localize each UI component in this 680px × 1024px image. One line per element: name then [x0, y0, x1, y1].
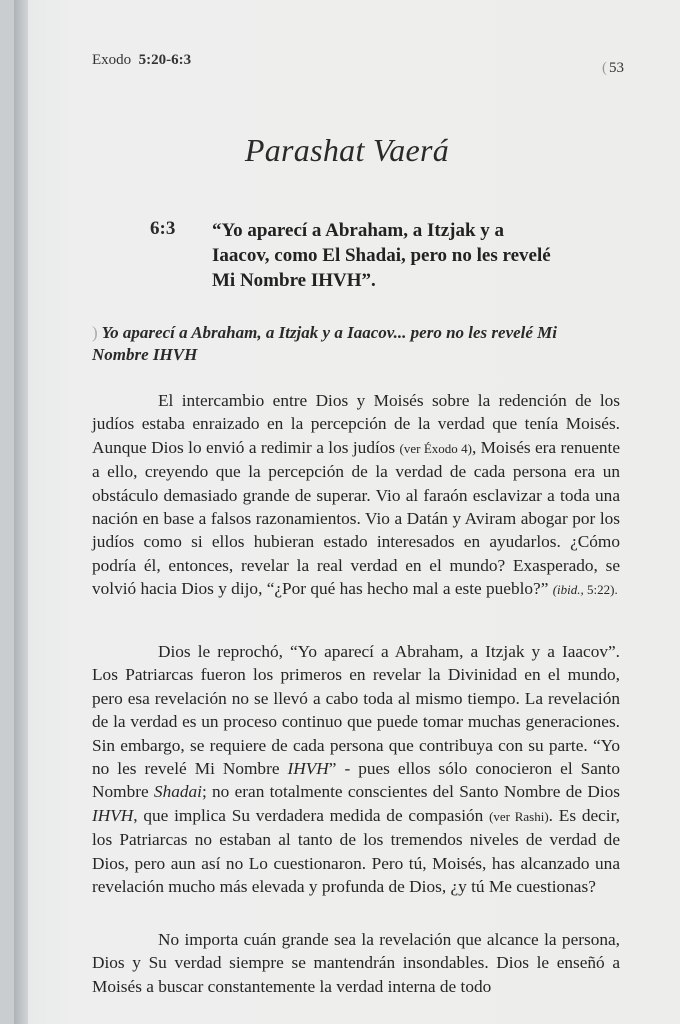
p2-text-5: . Es decir, los Patriarcas no estaban al tanto de los tremendos niveles de verdad de Dios, pero aun así no Lo cuestionaron. Pero tú, Moisés, has alcanzado una revelación mucho más elevada y profunda de Dios, ¿y tú Me cuestionas? [92, 805, 620, 897]
p2-reference: (ver Rashi) [489, 808, 549, 824]
paragraph-1 [92, 389, 620, 602]
p1-text-1: El intercambio entre Dios y Moisés sobre la redención de los judíos estaba enraizado en la percepción de la verdad que tenía Moisés. Aunque Dios lo envió a redimir a los judíos [92, 391, 620, 457]
p2-text-3: ; no eran totalmente conscientes del Santo Nombre de Dios [201, 782, 621, 802]
paragraph-2 [92, 640, 620, 898]
page-number: 53 [609, 60, 624, 76]
p1-reference-2: 5:22). [583, 582, 618, 598]
section-title: Parashat Vaerá [244, 132, 450, 168]
subheading-mark: ) [92, 323, 98, 342]
commentary-heading [92, 322, 612, 366]
p1-text-2: , Moisés era renuente a ello, creyendo que la percepción de la verdad de cada persona era un obstáculo demasiado grande de superar. Vio al faraón esclavizar a toda una nación en base a falsos razonamientos. Vio a Datán y Aviram abogar por los judíos como si ellos hubieran estado interesados en ayudarlos. ¿Cómo podría él, entonces, revelar la real verdad en el mundo? Exasperado, se volvió hacia Dios y dijo, “¿Por qué has hecho mal a este pueblo?” [92, 437, 621, 599]
paragraph-3: No importa cuán grande sea la revelación que alcance la persona, Dios y Su verdad siempre se mantendrán insondables. Dios le enseñó a Moisés a buscar constantemente la verdad interna de todo [92, 930, 620, 996]
header-reference: 5:20-6:3 [138, 52, 192, 68]
p2-text-2: ” - pues ellos sólo conocieron el Santo Nombre [92, 759, 620, 802]
page-number-block [602, 60, 624, 77]
p2-italic-1: IHVH [287, 759, 329, 779]
p2-italic-3: IHVH [92, 805, 134, 825]
p1-reference-1: (ver Éxodo 4) [399, 440, 472, 456]
book-page [14, 0, 680, 1024]
p2-text-1: Dios le reprochó, “Yo aparecí a Abraham, a Itzjak y a Iaacov”. Los Patriarcas fueron los primeros en revelar la Divinidad en el mundo, pero esa revelación no se llevó a cabo toda al mismo tiempo. La revelación de la verdad es un proceso continuo que puede tomar muchas generaciones. Sin embargo, se requiere de cada persona que contribuya con su parte. “Yo no les revelé Mi Nombre [92, 642, 620, 779]
verse-number: 6:3 [150, 218, 176, 239]
header-book: Exodo [92, 52, 132, 68]
running-header [92, 52, 191, 69]
p2-italic-2: Shadai [153, 782, 202, 802]
p2-text-4: , que implica Su verdadera medida de compasión [133, 805, 490, 825]
subheading-text: Yo aparecí a Abraham, a Itzjak y a Iaacov... pero no les revelé Mi Nombre IHVH [92, 323, 558, 364]
page-mark: ( [602, 60, 607, 76]
verse-text: “Yo aparecí a Abraham, a Itzjak y a Iaacov, como El Shadai, pero no les revelé Mi Nombre IHVH”. [212, 220, 551, 291]
p1-reference-2-italic: (ibid., [552, 582, 584, 598]
